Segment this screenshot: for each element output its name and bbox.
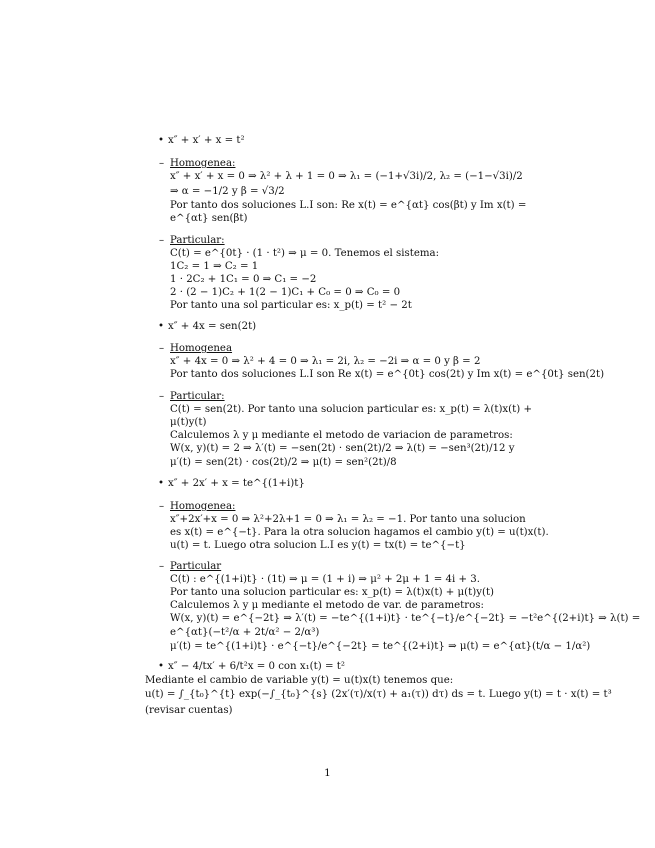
particular-1-line-1: C(t) = e^{0t} · (1 · t²) ⇒ μ = 0. Tenemos el sistema: (170, 248, 440, 259)
closing-line-3: (revisar cuentas) (145, 705, 233, 716)
particular-3-line-5: e^{αt}(−t²/α + 2t/α² − 2/α³) (170, 627, 320, 638)
homogeneous-heading-3: – Homogenea: (170, 500, 235, 513)
particular-2-line-4: W(x, y)(t) = 2 ⇒ λ′(t) = −sen(2t) · sen(2t)/2 ⇒ λ(t) = −sen³(2t)/12 y (170, 443, 515, 454)
homogeneous-3-line-1: x″+2x′+x = 0 ⇒ λ²+2λ+1 = 0 ⇒ λ₁ = λ₂ = −1. Por tanto una solucion (170, 514, 526, 525)
page-number: 1 (324, 767, 331, 779)
homogeneous-heading-1: – Homogenea: (170, 157, 235, 170)
particular-1-line-5: Por tanto una sol particular es: x_p(t) = t² − 2t (170, 300, 412, 311)
particular-2-line-2: μ(t)y(t) (170, 417, 207, 428)
homogeneous-3-line-2: es x(t) = e^{−t}. Para la otra solucion hagamos el cambio y(t) = u(t)x(t). (170, 527, 549, 538)
closing-line-1: Mediante el cambio de variable y(t) = u(t)x(t) tenemos que: (145, 675, 454, 686)
particular-1-line-4: 2 · (2 − 1)C₂ + 1(2 − 1)C₁ + C₀ = 0 ⇒ C₀ = 0 (170, 287, 401, 298)
homogeneous-1-line-1: x″ + x′ + x = 0 ⇒ λ² + λ + 1 = 0 ⇒ λ₁ = (−1+√3i)/2, λ₂ = (−1−√3i)/2 (170, 171, 523, 182)
particular-2-line-5: μ′(t) = sen(2t) · cos(2t)/2 ⇒ μ(t) = sen²(2t)/8 (170, 457, 397, 468)
particular-3-line-1: C(t) : e^{(1+i)t} · (1t) ⇒ μ = (1 + i) ⇒ μ² + 2μ + 1 = 4i + 3. (170, 574, 480, 585)
homogeneous-1-line-3: Por tanto dos soluciones L.I son: Re x(t) = e^{αt} cos(βt) y Im x(t) = (170, 200, 527, 211)
equation-1: • x″ + x′ + x = t² (168, 134, 245, 147)
particular-3-line-3: Calculemos λ y μ mediante el metodo de var. de parametros: (170, 600, 484, 611)
homogeneous-heading-2: – Homogenea (170, 342, 232, 355)
particular-heading-1: – Particular: (170, 234, 225, 247)
particular-3-line-2: Por tanto una solucion particular es: x_p(t) = λ(t)x(t) + μ(t)y(t) (170, 587, 495, 598)
homogeneous-2-line-1: x″ + 4x = 0 ⇒ λ² + 4 = 0 ⇒ λ₁ = 2i, λ₂ = −2i ⇒ α = 0 y β = 2 (170, 356, 481, 367)
particular-3-line-6: μ′(t) = te^{(1+i)t} · e^{−t}/e^{−2t} = te^{(2+i)t} ⇒ μ(t) = e^{αt}(t/α − 1/α²) (170, 641, 591, 652)
particular-heading-3: – Particular (170, 560, 221, 573)
homogeneous-2-line-2: Por tanto dos soluciones L.I son Re x(t) = e^{0t} cos(2t) y Im x(t) = e^{0t} sen(2t) (170, 369, 605, 380)
equation-2: • x″ + 4x = sen(2t) (168, 320, 256, 333)
particular-2-line-1: C(t) = sen(2t). Por tanto una solucion particular es: x_p(t) = λ(t)x(t) + (170, 404, 532, 415)
homogeneous-1-line-4: e^{αt} sen(βt) (170, 213, 248, 224)
homogeneous-3-line-3: u(t) = t. Luego otra solucion L.I es y(t) = tx(t) = te^{−t} (170, 540, 466, 551)
particular-3-line-4: W(x, y)(t) = e^{−2t} ⇒ λ′(t) = −te^{(1+i)t} · te^{−t}/e^{−2t} = −t²e^{(2+i)t} ⇒ λ(t) = (170, 613, 641, 624)
closing-line-2: u(t) = ∫_{t₀}^{t} exp(−∫_{t₀}^{s} (2x′(τ)/x(τ) + a₁(τ)) dτ) ds = t. Luego y(t) = t · x(t) = t³ (145, 689, 612, 700)
particular-1-line-2: 1C₂ = 1 ⇒ C₂ = 1 (170, 261, 259, 272)
homogeneous-1-line-2: ⇒ α = −1/2 y β = √3/2 (170, 186, 285, 197)
equation-4: • x″ − 4/tx′ + 6/t²x = 0 con x₁(t) = t² (168, 660, 345, 673)
particular-2-line-3: Calculemos λ y μ mediante el metodo de variacion de parametros: (170, 430, 513, 441)
particular-1-line-3: 1 · 2C₂ + 1C₁ = 0 ⇒ C₁ = −2 (170, 274, 317, 285)
equation-3: • x″ + 2x′ + x = te^{(1+i)t} (168, 477, 305, 490)
particular-heading-2: – Particular: (170, 390, 225, 403)
